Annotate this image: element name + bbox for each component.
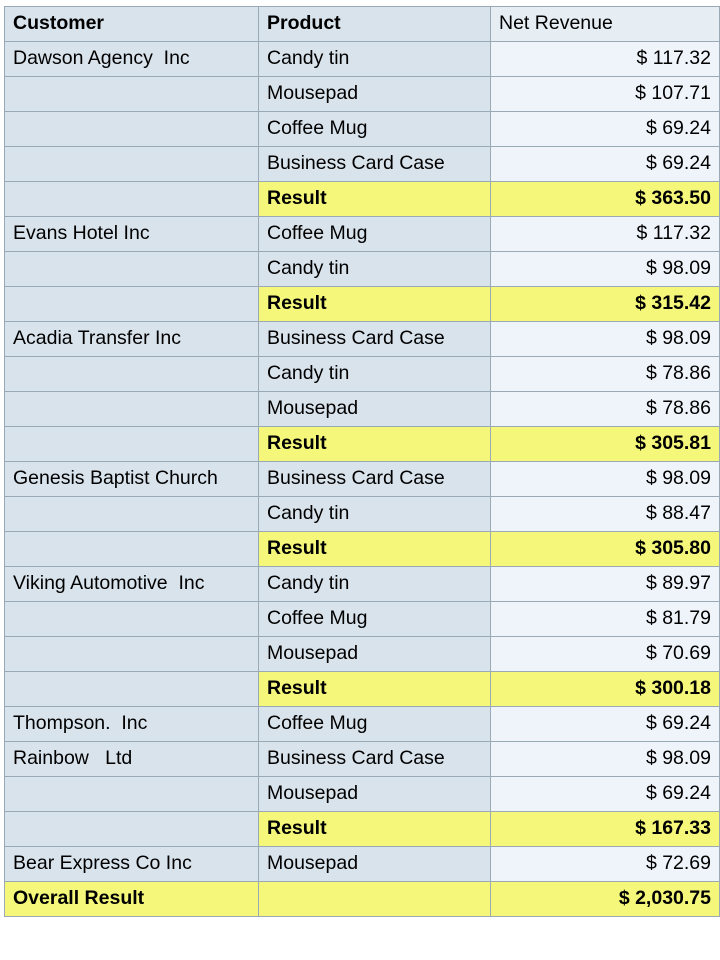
customer-cell: [5, 287, 259, 322]
product-cell: Candy tin: [259, 42, 491, 77]
overall-result-row: [5, 882, 720, 917]
product-cell: Business Card Case: [259, 462, 491, 497]
product-cell: Business Card Case: [259, 742, 491, 777]
customer-cell: Evans Hotel Inc: [5, 217, 259, 252]
table-row: [5, 707, 720, 742]
customer-cell: Thompson. Inc: [5, 707, 259, 742]
net-revenue-cell: $ 98.09: [491, 252, 720, 287]
table-row: [5, 322, 720, 357]
customer-cell: [5, 392, 259, 427]
customer-cell: [5, 637, 259, 672]
product-cell: Coffee Mug: [259, 112, 491, 147]
table-row: [5, 217, 720, 252]
product-cell: Coffee Mug: [259, 602, 491, 637]
customer-cell: Viking Automotive Inc: [5, 567, 259, 602]
table-row: [5, 742, 720, 777]
table-row: [5, 147, 720, 182]
net-revenue-table: [4, 6, 720, 917]
result-label-cell: Result: [259, 182, 491, 217]
table-row: [5, 462, 720, 497]
subtotal-value-cell: $ 300.18: [491, 672, 720, 707]
net-revenue-column-header[interactable]: Net Revenue: [491, 7, 720, 42]
table-body: [5, 42, 720, 882]
net-revenue-cell: $ 69.24: [491, 147, 720, 182]
customer-cell: Dawson Agency Inc: [5, 42, 259, 77]
subtotal-row: [5, 287, 720, 322]
customer-cell: [5, 112, 259, 147]
customer-cell: [5, 672, 259, 707]
product-cell: Mousepad: [259, 392, 491, 427]
product-cell: Mousepad: [259, 847, 491, 882]
subtotal-row: [5, 182, 720, 217]
customer-cell: [5, 357, 259, 392]
subtotal-value-cell: $ 363.50: [491, 182, 720, 217]
product-cell: Candy tin: [259, 252, 491, 287]
customer-cell: Acadia Transfer Inc: [5, 322, 259, 357]
table-row: [5, 847, 720, 882]
net-revenue-cell: $ 78.86: [491, 357, 720, 392]
table-row: [5, 567, 720, 602]
net-revenue-cell: $ 88.47: [491, 497, 720, 532]
net-revenue-cell: $ 72.69: [491, 847, 720, 882]
result-label-cell: Result: [259, 427, 491, 462]
table-row: [5, 357, 720, 392]
net-revenue-cell: $ 69.24: [491, 777, 720, 812]
subtotal-row: [5, 532, 720, 567]
customer-cell: [5, 812, 259, 847]
customer-column-header[interactable]: Customer: [5, 7, 259, 42]
customer-cell: [5, 497, 259, 532]
subtotal-value-cell: $ 305.81: [491, 427, 720, 462]
net-revenue-cell: $ 98.09: [491, 462, 720, 497]
product-cell: Business Card Case: [259, 322, 491, 357]
net-revenue-cell: $ 78.86: [491, 392, 720, 427]
subtotal-row: [5, 672, 720, 707]
product-cell: Mousepad: [259, 77, 491, 112]
product-cell: Candy tin: [259, 497, 491, 532]
table-row: [5, 602, 720, 637]
product-cell: Mousepad: [259, 637, 491, 672]
net-revenue-cell: $ 89.97: [491, 567, 720, 602]
net-revenue-cell: $ 117.32: [491, 217, 720, 252]
header-row: [5, 7, 720, 42]
overall-result-value: $ 2,030.75: [491, 882, 720, 917]
result-label-cell: Result: [259, 287, 491, 322]
table-row: [5, 637, 720, 672]
customer-cell: [5, 532, 259, 567]
net-revenue-cell: $ 107.71: [491, 77, 720, 112]
customer-cell: Rainbow Ltd: [5, 742, 259, 777]
product-cell: Candy tin: [259, 357, 491, 392]
product-cell: Candy tin: [259, 567, 491, 602]
subtotal-value-cell: $ 315.42: [491, 287, 720, 322]
table-row: [5, 252, 720, 287]
table-row: [5, 392, 720, 427]
net-revenue-cell: $ 70.69: [491, 637, 720, 672]
result-label-cell: Result: [259, 672, 491, 707]
customer-cell: [5, 252, 259, 287]
customer-cell: Bear Express Co Inc: [5, 847, 259, 882]
subtotal-value-cell: $ 167.33: [491, 812, 720, 847]
customer-cell: [5, 147, 259, 182]
net-revenue-cell: $ 69.24: [491, 112, 720, 147]
net-revenue-cell: $ 98.09: [491, 742, 720, 777]
net-revenue-cell: $ 117.32: [491, 42, 720, 77]
product-cell: Mousepad: [259, 777, 491, 812]
customer-cell: [5, 182, 259, 217]
overall-result-empty-cell: [259, 882, 491, 917]
net-revenue-cell: $ 69.24: [491, 707, 720, 742]
net-revenue-cell: $ 98.09: [491, 322, 720, 357]
subtotal-row: [5, 812, 720, 847]
customer-cell: [5, 77, 259, 112]
product-cell: Coffee Mug: [259, 217, 491, 252]
overall-result-label: Overall Result: [5, 882, 259, 917]
net-revenue-cell: $ 81.79: [491, 602, 720, 637]
customer-cell: [5, 777, 259, 812]
customer-cell: [5, 602, 259, 637]
table-row: [5, 497, 720, 532]
result-label-cell: Result: [259, 812, 491, 847]
table-row: [5, 777, 720, 812]
customer-cell: Genesis Baptist Church: [5, 462, 259, 497]
customer-cell: [5, 427, 259, 462]
result-label-cell: Result: [259, 532, 491, 567]
table-row: [5, 112, 720, 147]
product-column-header[interactable]: Product: [259, 7, 491, 42]
product-cell: Business Card Case: [259, 147, 491, 182]
subtotal-value-cell: $ 305.80: [491, 532, 720, 567]
table-row: [5, 42, 720, 77]
table-row: [5, 77, 720, 112]
subtotal-row: [5, 427, 720, 462]
product-cell: Coffee Mug: [259, 707, 491, 742]
